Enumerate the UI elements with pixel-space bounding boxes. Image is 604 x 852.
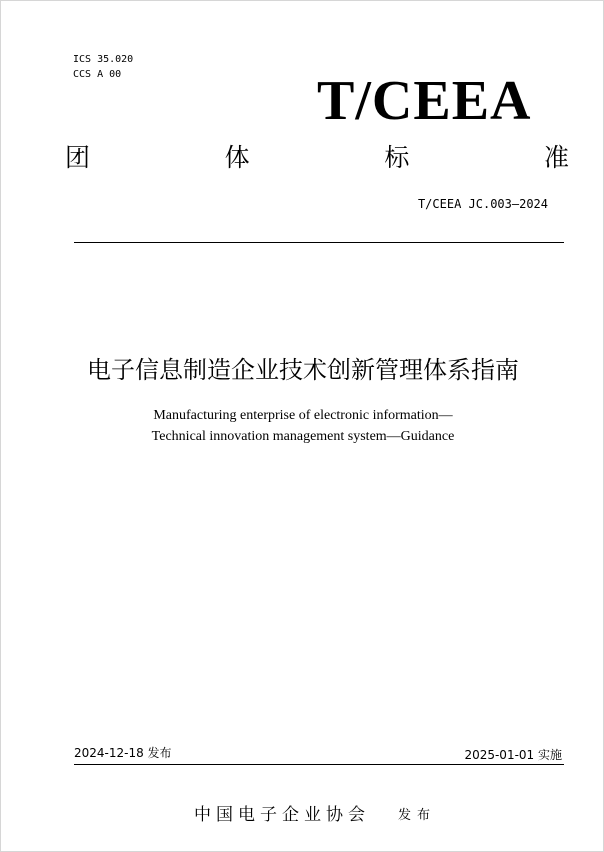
document-title-chinese: 电子信息制造企业技术创新管理体系指南 [87,356,519,384]
standard-type-char: 体 [224,143,250,172]
standard-type-char: 标 [384,143,410,172]
english-title-line: Manufacturing enterprise of electronic information— [153,408,453,423]
standard-type-char: 准 [543,143,569,172]
footer-divider [74,764,564,765]
ics-code: ICS 35.020 [73,54,134,65]
ccs-code: CCS A 00 [73,69,122,80]
publish-label: 发布 [398,808,437,823]
implementation-date: 2025-01-01 实施 [464,748,562,762]
publish-date: 2024-12-18 发布 [74,746,172,760]
standard-number: T/CEEA JC.003—2024 [417,197,548,211]
header-divider [74,242,564,243]
document-title-english [1,405,604,447]
standard-type-heading [65,142,569,174]
english-title-line: Technical innovation management system—Guidance [151,429,455,444]
publisher-name: 中国电子企业协会 [194,805,370,825]
standard-type-char: 团 [65,143,91,172]
standard-brand-logo: T/CEEA [317,70,532,132]
classification-codes [73,52,133,82]
